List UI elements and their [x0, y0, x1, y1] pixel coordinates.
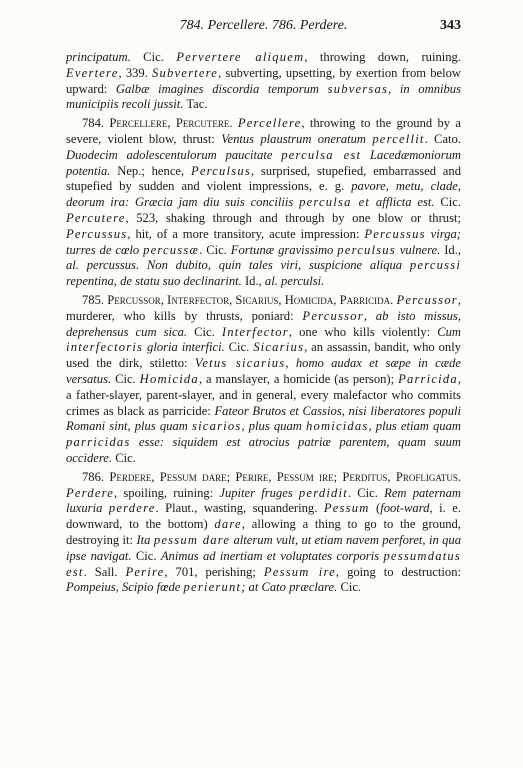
text-run: , subverting, upsetting, by exertion from below upward: — [66, 65, 461, 96]
text-run: Cic. — [111, 371, 140, 386]
text-run: Cic. — [131, 548, 161, 563]
text-run: Cic. — [112, 450, 136, 465]
text-run: , going to destruction: — [335, 564, 461, 579]
text-run: parricidas — [66, 435, 131, 450]
text-run: Percussus — [364, 226, 426, 241]
text-run: percussi — [409, 258, 462, 273]
text-run: Pompeius, Scipio fœde — [66, 580, 184, 595]
text-run: , throwing down, ruining. — [304, 50, 461, 64]
text-run: perierunt — [183, 580, 242, 595]
text-run: Perdere — [66, 485, 115, 500]
text-run: , murderer, who kills by thrusts, poniard: — [66, 292, 461, 323]
text-run: Cic. — [187, 324, 222, 339]
text-run: Perire — [125, 564, 165, 579]
text-run: percellit — [372, 131, 425, 146]
text-run: Duodecim adolescentulorum paucitate — [66, 147, 282, 162]
text-run: Percellere, Percutere. — [109, 116, 233, 131]
text-run: , a manslayer, a homicide (as person); — [198, 371, 399, 386]
text-run: perculsus — [337, 242, 396, 257]
text-run: Evertere — [66, 65, 119, 80]
text-run: vulnere. — [395, 242, 441, 257]
text-run: Cic. — [130, 50, 177, 64]
text-run: Percutere — [66, 210, 126, 225]
text-run: pessumdatus est — [66, 548, 462, 579]
text-run: 785. — [82, 292, 108, 307]
text-run: Percellere — [237, 116, 302, 131]
text-run — [139, 258, 147, 272]
text-run: , surprised, stupefied, embarrassed and stupefied by sudden and violent impressions, e. g. — [66, 163, 461, 194]
running-header — [66, 18, 461, 40]
text-run: repentina, de statu suo declinarint. — [66, 274, 242, 289]
text-run: Id., — [241, 274, 265, 289]
text-run: al. percussus. — [66, 258, 140, 273]
text-run: gloria interfici. — [143, 340, 225, 355]
text-run: , plus quam — [241, 419, 306, 434]
text-run: Cum — [437, 324, 462, 339]
text-run: , an assassin, bandit, who only used the dirk, stiletto: — [66, 340, 461, 371]
text-run: Interfector — [221, 324, 289, 339]
text-run: Vetus sicarius — [194, 356, 286, 371]
text-run: perdidit — [298, 485, 348, 500]
text-run: perculsa est — [281, 147, 362, 162]
text-run: , i. e. downward, to the bottom) — [66, 501, 461, 532]
text-run: 786. — [82, 469, 110, 484]
text-run: , 523, shaking through and through by one blow or thrust; — [125, 210, 461, 225]
text-run: Fateor Brutos et Cassios, nisi liberatores populi Romani sint, plus quam — [66, 403, 462, 434]
text-run: , in omnibus municipiis recoli jussit. — [66, 81, 461, 112]
text-run: Percussor, Interfector, Sicarius, Homicida, Parricida. — [107, 292, 394, 307]
paragraph-786 — [66, 470, 461, 596]
text-run: Galbæ imagines discordia temporum — [115, 81, 328, 96]
text-run: homicidas — [305, 419, 369, 434]
text-run: . Plaut., wasting, squandering. — [155, 501, 324, 516]
text-run: dare — [214, 517, 242, 532]
text-run: , 339. — [118, 65, 153, 80]
text-run: , allowing a thing to go to the ground, destroying it: — [66, 517, 461, 547]
text-run: Nep.; hence, — [110, 163, 191, 178]
text-run: ; at Cato præclare. — [241, 580, 338, 595]
text-run: . Cic. — [199, 242, 231, 257]
text-run: principatum. — [66, 50, 131, 64]
text-run: Perdere, Pessum dare; Perire, Pessum ire; Perditus, Profligatus. — [109, 469, 461, 484]
text-run: Non dubito, quin tales viri, suspicione aliqua — [146, 258, 410, 273]
text-run: , one who kills violently: — [288, 324, 438, 339]
text-run: foot-ward — [380, 501, 430, 516]
text-run: , spoiling, ruining: — [114, 485, 220, 500]
text-run: subversas — [327, 81, 389, 96]
text-run: Cic. — [434, 195, 461, 210]
text-run: Percussus — [66, 226, 128, 241]
text-run: Fortunæ gravissimo — [230, 242, 338, 257]
text-run: Id., — [440, 242, 461, 257]
text-run: interfectoris — [66, 340, 144, 355]
text-run: Homicida — [139, 371, 199, 386]
text-run: Cic. — [224, 340, 254, 355]
text-run: Jupiter fruges — [219, 485, 299, 500]
text-run: alterum vult, ut etiam navem perforet, in qua ipse navigat. — [66, 532, 462, 563]
text-run: perculsa et — [299, 195, 371, 210]
text-run: sicarios — [191, 419, 242, 434]
text-run: . Cic. — [347, 485, 385, 500]
text-run: , ab isto missus, deprehensus cum sica. — [66, 308, 461, 339]
paragraph-784 — [66, 116, 461, 290]
text-run: Pessum ire — [263, 564, 336, 579]
text-run: Cic. — [337, 580, 362, 595]
text-run: , 701, perishing; — [164, 564, 264, 579]
text-run: pessum dare — [153, 532, 231, 547]
paragraph-continuation — [66, 50, 461, 113]
text-run: Percussor — [396, 292, 458, 307]
text-run: virga; turres de cœlo — [66, 226, 461, 257]
text-run: esse: siquidem est atrocius patriæ parentem, quam suum occidere. — [66, 435, 461, 465]
paragraph-785 — [66, 293, 461, 467]
text-run: Pervertere aliquem — [176, 50, 305, 64]
text-run: , a father-slayer, parent-slayer, and in general, every malefactor who commits crimes as black as parricide: — [66, 371, 461, 418]
text-run: Percussor — [302, 308, 364, 323]
running-title: 784. Percellere. 786. Perdere. — [179, 18, 348, 33]
text-run: . Sall. — [83, 564, 126, 579]
text-run: Subvertere — [152, 65, 219, 80]
text-run: . Cato. — [424, 131, 461, 146]
text-run: Pessum — [323, 501, 370, 516]
text-run: , throwing to the ground by a severe, violent blow, thrust: — [66, 116, 462, 146]
text-run: pavore, metu, clade, deorum ira: Græcia jam diu suis conciliis — [66, 179, 461, 210]
page-body — [66, 50, 461, 596]
page-number: 343 — [440, 18, 461, 33]
text-run: percussæ — [143, 242, 200, 257]
text-run: Parricida — [398, 371, 458, 386]
text-run: al. perculsi. — [264, 274, 325, 289]
text-run: Ita — [136, 532, 154, 547]
text-run: , plus etiam quam — [368, 419, 461, 434]
text-run: perdere — [108, 501, 156, 516]
text-run: Lacedæmoniorum potentia. — [66, 147, 461, 178]
text-run: Animus ad inertiam et voluptates corporis — [160, 548, 384, 563]
text-run: Rem paternam luxuria — [66, 485, 461, 516]
text-run: 784. — [82, 116, 110, 131]
text-run: Ventus plaustrum oneratum — [221, 131, 373, 146]
text-run: Perculsus — [190, 163, 251, 178]
text-run: , homo audax et sæpe in cæde versatus. — [66, 356, 461, 386]
text-run: Tac. — [183, 97, 208, 112]
text-run: ( — [369, 501, 381, 516]
text-run: afflicta est. — [370, 195, 435, 210]
text-run: , hit, of a more transitory, acute impression: — [127, 226, 365, 241]
text-run: Sicarius — [253, 340, 305, 355]
